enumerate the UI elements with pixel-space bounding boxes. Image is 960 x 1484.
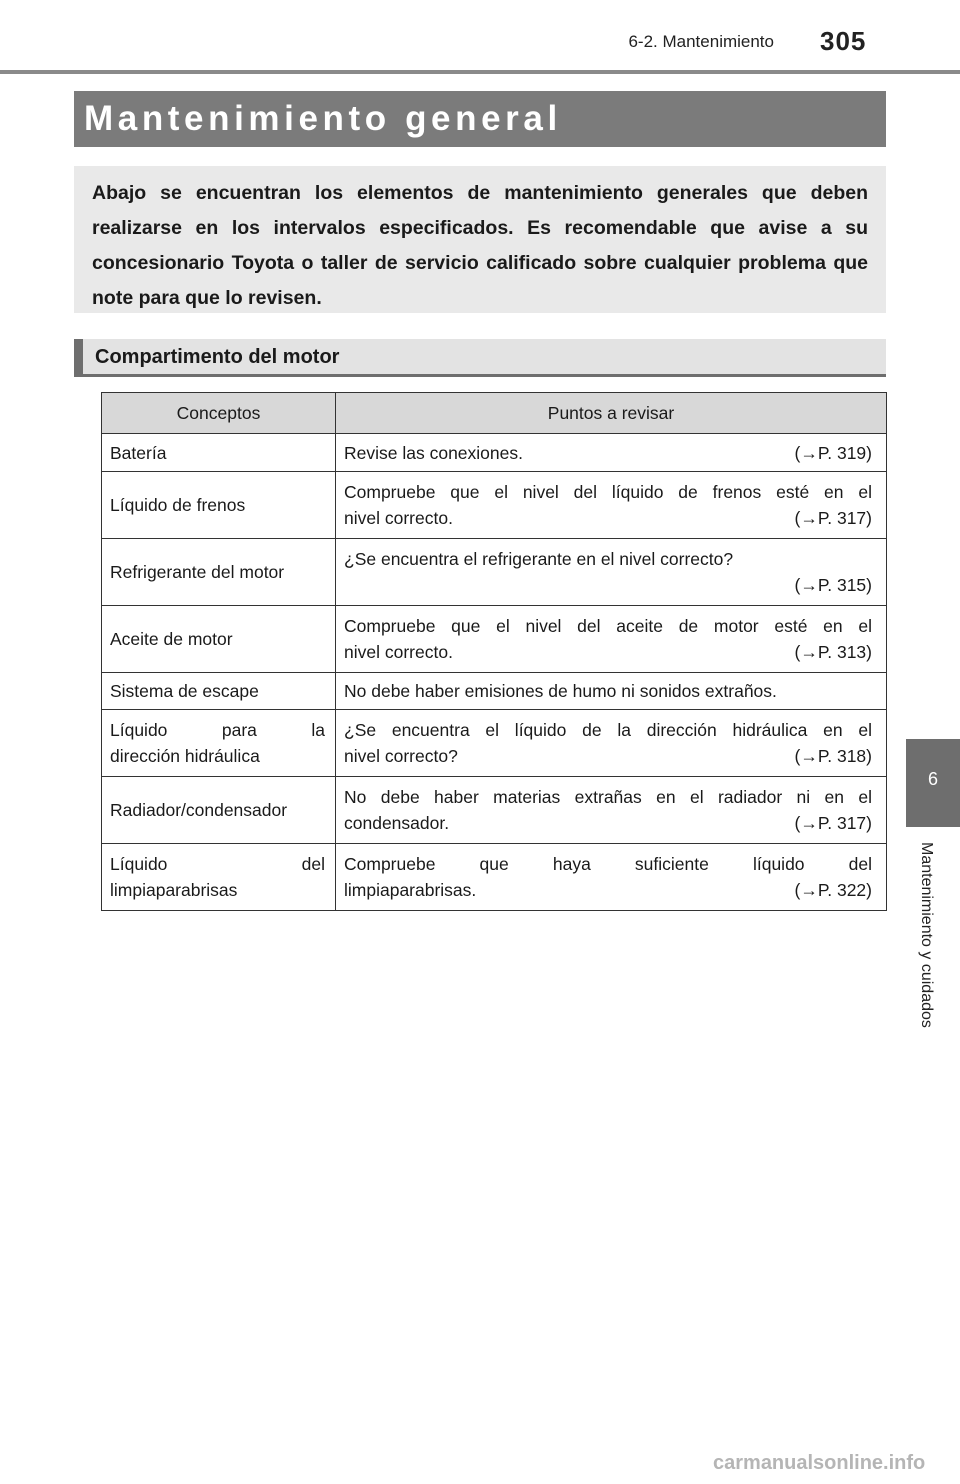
- table-row: [102, 472, 887, 539]
- page-reference: (→P. 317): [794, 813, 872, 833]
- chapter-tab: [906, 739, 960, 827]
- check-text: Compruebe que el nivel del aceite de motor esté en el: [344, 616, 872, 636]
- check-text: ¿Se encuentra el líquido de la dirección hidráulica en el: [344, 720, 872, 740]
- concept-cell: Líquido para la dirección hidráulica: [102, 710, 336, 777]
- table-row: [102, 539, 887, 606]
- table-row: [102, 777, 887, 844]
- page-reference: (→P. 318): [794, 746, 872, 766]
- check-text: Compruebe que haya suficiente líquido del: [344, 854, 872, 874]
- check-cell: [336, 710, 887, 777]
- subsection-title: Compartimento del motor: [95, 346, 340, 368]
- concept-cell: Líquido del limpiaparabrisas: [102, 844, 336, 911]
- column-header: Conceptos: [102, 393, 336, 434]
- check-text: nivel correcto?: [344, 746, 458, 766]
- maintenance-table: [101, 392, 887, 911]
- page-reference: (→P. 322): [794, 880, 872, 900]
- page-reference: (→P. 319): [794, 442, 872, 463]
- page-reference: (→P. 315): [794, 575, 872, 595]
- check-text: No debe haber emisiones de humo ni sonidos extraños.: [344, 681, 777, 701]
- check-text: ¿Se encuentra el refrigerante en el nivel correcto?: [344, 549, 734, 569]
- intro-text: Abajo se encuentran los elementos de mantenimiento generales que deben realizarse en los intervalos especificados. Es recomendable que avise a su concesionario Toyota o taller de servicio calificado sobre cualquier problema que note para que lo revisen.: [92, 182, 868, 309]
- check-cell: [336, 844, 887, 911]
- chapter-label-text: Mantenimiento y cuidados: [918, 842, 935, 1028]
- check-cell: [336, 606, 887, 673]
- concept-cell: Sistema de escape: [102, 673, 336, 710]
- check-cell: [336, 472, 887, 539]
- column-header: Puntos a revisar: [336, 393, 887, 434]
- page-number: 305: [820, 26, 867, 56]
- check-cell: [336, 777, 887, 844]
- title-banner: [74, 91, 886, 147]
- concept-cell: Aceite de motor: [102, 606, 336, 673]
- check-text: No debe haber materias extrañas en el radiador ni en el: [344, 787, 872, 807]
- check-text: nivel correcto.: [344, 642, 453, 662]
- check-text: Compruebe que el nivel del líquido de frenos esté en el: [344, 482, 872, 502]
- table-row: [102, 673, 887, 710]
- header-section-title: 6-2. Mantenimiento: [628, 32, 774, 51]
- watermark: carmanualsonline.info: [713, 1452, 926, 1474]
- subsection-header: [74, 339, 886, 377]
- table-row: [102, 844, 887, 911]
- table-header-row: [102, 393, 887, 434]
- table-row: [102, 710, 887, 777]
- page-reference: (→P. 313): [794, 642, 872, 662]
- check-text: nivel correcto.: [344, 508, 453, 528]
- check-text: condensador.: [344, 813, 450, 833]
- check-text: limpiaparabrisas.: [344, 880, 477, 900]
- check-text: Revise las conexiones.: [344, 442, 523, 463]
- check-cell: [336, 434, 887, 472]
- chapter-number: 6: [927, 769, 938, 789]
- check-cell: [336, 539, 887, 606]
- concept-cell: Batería: [102, 434, 336, 472]
- table-row: [102, 606, 887, 673]
- intro-box: [74, 166, 886, 313]
- chapter-label: [917, 842, 949, 1072]
- concept-cell: Líquido de frenos: [102, 472, 336, 539]
- page-title: Mantenimiento general: [84, 99, 562, 138]
- page-reference: (→P. 317): [794, 508, 872, 528]
- header-divider: [0, 70, 960, 74]
- table-row: [102, 434, 887, 472]
- concept-cell: Refrigerante del motor: [102, 539, 336, 606]
- concept-cell: Radiador/condensador: [102, 777, 336, 844]
- check-cell: [336, 673, 887, 710]
